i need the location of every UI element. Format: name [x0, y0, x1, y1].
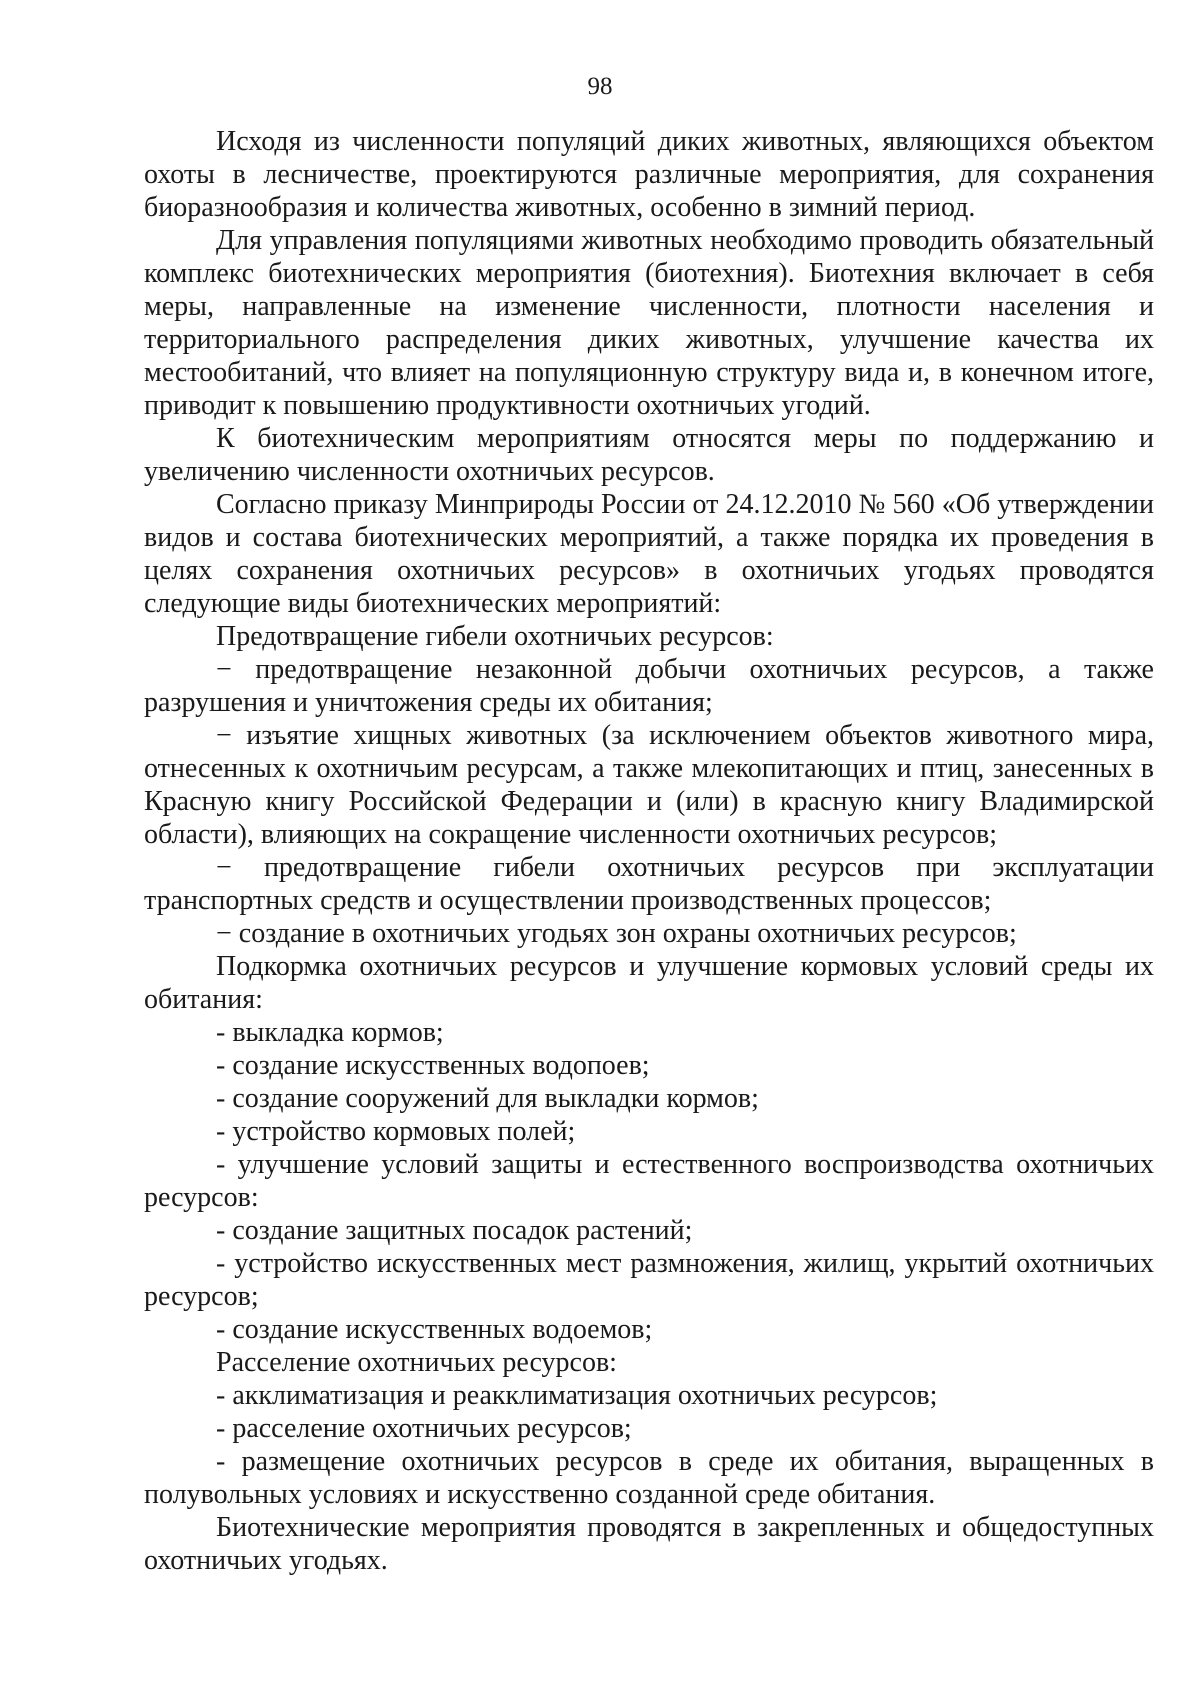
section-heading-resettlement: Расселение охотничьих ресурсов:	[216, 1347, 617, 1378]
list-item: - акклиматизация и реакклиматизация охотничьих ресурсов;	[216, 1380, 938, 1411]
list-item: - создание защитных посадок растений;	[216, 1215, 693, 1246]
paragraph-measures: К биотехническим мероприятиям относятся меры по поддержанию и увеличению численности охотничьих ресурсов.	[144, 423, 1154, 487]
list-item: - устройство кормовых полей;	[216, 1116, 576, 1147]
list-item: - создание искусственных водоемов;	[216, 1314, 653, 1345]
paragraph-biotechnics: Для управления популяциями животных необходимо проводить обязательный комплекс биотехнических мероприятия (биотехния). Биотехния включает в себя меры, направленные на изменение численности, плотности населения и территориального распределения диких животных, улучшение качества их местообитаний, что влияет на популяционную структуру вида и, в конечном итоге, приводит к повышению продуктивности охотничьих угодий.	[144, 225, 1154, 421]
list-item: − предотвращение незаконной добычи охотничьих ресурсов, а также разрушения и уничтожения среды их обитания;	[144, 654, 1154, 718]
section-heading-prevention: Предотвращение гибели охотничьих ресурсов:	[216, 621, 774, 652]
list-item: - выкладка кормов;	[216, 1017, 444, 1048]
list-item: - создание искусственных водопоев;	[216, 1050, 650, 1081]
list-item: - размещение охотничьих ресурсов в среде их обитания, выращенных в полувольных условиях и искусственно созданной среде обитания.	[144, 1446, 1154, 1510]
list-item: - создание сооружений для выкладки кормов;	[216, 1083, 759, 1114]
page-number: 98	[587, 73, 613, 100]
list-item: - улучшение условий защиты и естественного воспроизводства охотничьих ресурсов:	[144, 1149, 1154, 1213]
document-body	[144, 125, 1154, 1577]
list-item: - расселение охотничьих ресурсов;	[216, 1413, 632, 1444]
list-item: − создание в охотничьих угодьях зон охраны охотничьих ресурсов;	[216, 918, 1017, 949]
list-item: − изъятие хищных животных (за исключением объектов животного мира, отнесенных к охотничьим ресурсам, а также млекопитающих и птиц, занесенных в Красную книгу Российской Федерации и (или) в красную книгу Владимирской области), влияющих на сокращение численности охотничьих ресурсов;	[144, 720, 1154, 850]
list-item: − предотвращение гибели охотничьих ресурсов при эксплуатации транспортных средств и осуществлении производственных процессов;	[144, 852, 1154, 916]
section-heading-feeding: Подкормка охотничьих ресурсов и улучшение кормовых условий среды их обитания:	[144, 951, 1154, 1015]
paragraph-order: Согласно приказу Минприроды России от 24.12.2010 № 560 «Об утверждении видов и состава биотехнических мероприятий, а также порядка их проведения в целях сохранения охотничьих ресурсов» в охотничьих угодьях проводятся следующие виды биотехнических мероприятий:	[144, 489, 1154, 619]
paragraph-closing: Биотехнические мероприятия проводятся в закрепленных и общедоступных охотничьих угодьях.	[144, 1512, 1154, 1576]
paragraph-intro: Исходя из численности популяций диких животных, являющихся объектом охоты в лесничестве, проектируются различные мероприятия, для сохранения биоразнообразия и количества животных, особенно в зимний период.	[144, 126, 1154, 223]
list-item: - устройство искусственных мест размножения, жилищ, укрытий охотничьих ресурсов;	[144, 1248, 1154, 1312]
